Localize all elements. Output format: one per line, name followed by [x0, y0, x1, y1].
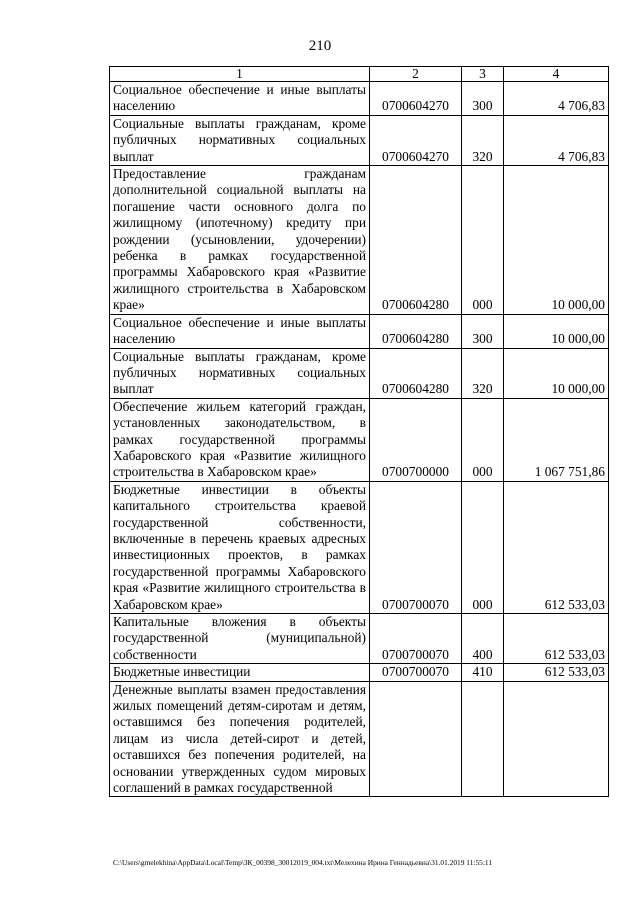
row-name: Социальные выплаты гражданам, кроме публичных нормативных социальных выплат — [110, 115, 370, 165]
row-vr: 320 — [462, 115, 504, 165]
table-row — [110, 398, 609, 481]
row-vr — [462, 681, 504, 797]
page-number: 210 — [308, 38, 332, 54]
row-code: 0700604280 — [370, 314, 462, 348]
table-row — [110, 681, 609, 797]
row-vr: 300 — [462, 82, 504, 116]
row-vr: 300 — [462, 314, 504, 348]
row-sum: 612 533,03 — [504, 664, 609, 681]
row-code: 0700604270 — [370, 115, 462, 165]
footer-file-path: C:\Users\gmelekhina\AppData\Local\Temp\ЗК_00398_30012019_004.txt\Мелехина Ирина Геннадьевна\31.01.2019 11:55:11 — [113, 858, 493, 867]
column-header-4: 4 — [504, 67, 609, 82]
table-row — [110, 481, 609, 613]
row-sum — [504, 681, 609, 797]
table-row — [110, 614, 609, 664]
row-code: 0700700070 — [370, 481, 462, 613]
row-name: Обеспечение жильем категорий граждан, установленных законодательством, в рамках государственной программы Хабаровского края «Развитие жилищного строительства в Хабаровском крае» — [110, 398, 370, 481]
row-name: Бюджетные инвестиции — [110, 664, 370, 681]
column-header-3: 3 — [462, 67, 504, 82]
row-name: Бюджетные инвестиции в объекты капитального строительства краевой государственной собственности, включенные в перечень краевых адресных инвестиционных проектов, в рамках государственной программы Хабаровского края «Развитие жилищного строительства в Хабаровском крае» — [110, 481, 370, 613]
row-code: 0700700000 — [370, 398, 462, 481]
row-name: Денежные выплаты взамен предоставления жилых помещений детям-сиротам и детям, оставшимся без попечения родителей, лицам из числа детей-сирот и детей, оставшихся без попечения родителей, на основании утвержденных судом мировых соглашений в рамках государственной — [110, 681, 370, 797]
row-code: 0700700070 — [370, 664, 462, 681]
row-code: 0700700070 — [370, 614, 462, 664]
row-name: Социальные выплаты гражданам, кроме публичных нормативных социальных выплат — [110, 348, 370, 398]
row-sum: 4 706,83 — [504, 115, 609, 165]
row-sum: 612 533,03 — [504, 481, 609, 613]
row-vr: 400 — [462, 614, 504, 664]
budget-table — [109, 66, 609, 797]
row-name: Социальное обеспечение и иные выплаты населению — [110, 82, 370, 116]
row-code: 0700604280 — [370, 166, 462, 315]
row-name: Предоставление гражданам дополнительной социальной выплаты на погашение части основного долга по жилищному (ипотечному) кредиту при рождении (усыновлении, удочерении) ребенка в рамках государственной программы Хабаровского края «Развитие жилищного строительства в Хабаровском крае» — [110, 166, 370, 315]
row-name: Социальное обеспечение и иные выплаты населению — [110, 314, 370, 348]
row-sum: 612 533,03 — [504, 614, 609, 664]
column-header-2: 2 — [370, 67, 462, 82]
row-sum: 4 706,83 — [504, 82, 609, 116]
table-row — [110, 166, 609, 315]
table-row — [110, 82, 609, 116]
row-vr: 000 — [462, 481, 504, 613]
table-header-row — [110, 67, 609, 82]
row-vr: 320 — [462, 348, 504, 398]
row-code: 0700604270 — [370, 82, 462, 116]
row-sum: 10 000,00 — [504, 166, 609, 315]
row-vr: 410 — [462, 664, 504, 681]
row-code — [370, 681, 462, 797]
row-sum: 10 000,00 — [504, 314, 609, 348]
row-vr: 000 — [462, 398, 504, 481]
table-row — [110, 348, 609, 398]
column-header-1: 1 — [110, 67, 370, 82]
table-row — [110, 664, 609, 681]
row-sum: 10 000,00 — [504, 348, 609, 398]
row-code: 0700604280 — [370, 348, 462, 398]
row-vr: 000 — [462, 166, 504, 315]
row-name: Капитальные вложения в объекты государственной (муниципальной) собственности — [110, 614, 370, 664]
row-sum: 1 067 751,86 — [504, 398, 609, 481]
table-row — [110, 115, 609, 165]
table-row — [110, 314, 609, 348]
